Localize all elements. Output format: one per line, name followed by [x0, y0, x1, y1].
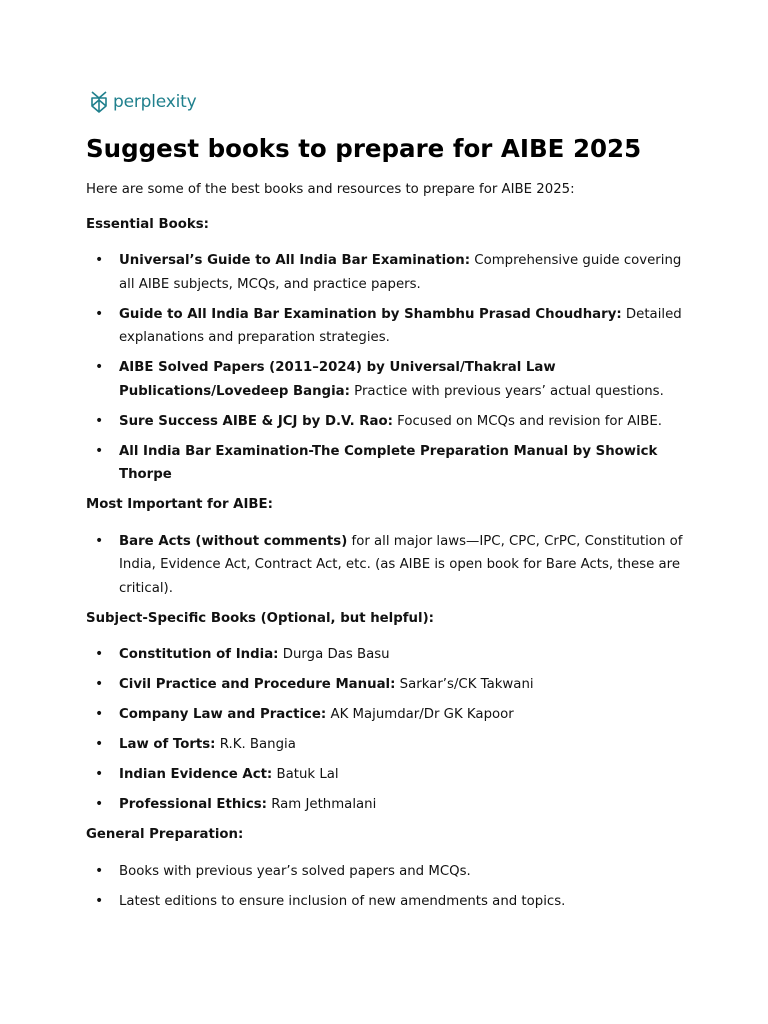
list-item [86, 733, 686, 757]
list-item [86, 860, 686, 884]
item-text: Practice with previous years’ actual questions. [349, 383, 664, 399]
list-item [86, 793, 686, 817]
section-most-important [86, 493, 686, 600]
item-text: Ram Jethmalani [266, 797, 377, 812]
list-item [86, 763, 686, 787]
brand-logo [89, 90, 196, 114]
item-text: Batuk Lal [272, 767, 339, 782]
item-text: Focused on MCQs and revision for AIBE. [392, 413, 663, 429]
section-subject-specific [86, 607, 686, 817]
section-heading: Most Important for AIBE: [86, 497, 273, 512]
item-text: AK Majumdar/Dr GK Kapoor [326, 707, 514, 722]
perplexity-logo-icon [89, 90, 109, 114]
item-text: Comprehensive guide covering all AIBE subjects, MCQs, and practice papers. [119, 253, 682, 292]
list-item [86, 440, 686, 487]
item-title: Guide to All India Bar Examination by Shambhu Prasad Choudhary: [119, 306, 622, 322]
list-item [86, 410, 686, 434]
list-item [86, 249, 686, 296]
item-title: All India Bar Examination-The Complete Preparation Manual by Showick Thorpe [119, 443, 658, 482]
section-general-preparation [86, 823, 686, 913]
item-title: Professional Ethics: [119, 797, 267, 812]
item-title: AIBE Solved Papers (2011–2024) by Universal/Thakral Law Publications/Lovedeep Bangia: [119, 360, 556, 399]
item-text: Durga Das Basu [278, 647, 390, 662]
book-list [86, 530, 686, 601]
section-essential-books [86, 213, 686, 487]
page-title: Suggest books to prepare for AIBE 2025 [86, 134, 642, 163]
list-item [86, 703, 686, 727]
book-list [86, 643, 686, 817]
item-text: Detailed explanations and preparation strategies. [119, 306, 682, 345]
item-text: Books with previous year’s solved papers and MCQs. [119, 863, 471, 879]
list-item [86, 890, 686, 914]
list-item [86, 356, 686, 403]
item-text: for all major laws—IPC, CPC, CrPC, Constitution of India, Evidence Act, Contract Act, etc. (as AIBE is open book for Bare Acts, these are critical). [119, 533, 683, 596]
list-item [86, 530, 686, 601]
item-text: Sarkar’s/CK Takwani [395, 677, 534, 692]
intro-text: Here are some of the best books and resources to prepare for AIBE 2025: [86, 182, 575, 197]
item-title: Indian Evidence Act: [119, 767, 273, 782]
book-list [86, 249, 686, 487]
item-title: Constitution of India: [119, 647, 279, 662]
item-title: Universal’s Guide to All India Bar Examination: [119, 253, 471, 268]
item-title: Sure Success AIBE & JCJ by D.V. Rao: [119, 413, 393, 429]
section-heading: Subject-Specific Books (Optional, but helpful): [86, 610, 434, 626]
list-item [86, 673, 686, 697]
item-title: Civil Practice and Procedure Manual: [119, 677, 396, 692]
section-heading: Essential Books: [86, 216, 209, 232]
document-content [86, 131, 686, 920]
book-list [86, 860, 686, 914]
list-item [86, 303, 686, 350]
item-text: Latest editions to ensure inclusion of new amendments and topics. [119, 893, 566, 909]
item-title: Law of Torts: [119, 737, 216, 752]
section-heading: General Preparation: [86, 827, 244, 842]
list-item [86, 643, 686, 667]
item-title: Company Law and Practice: [119, 707, 327, 722]
item-text: R.K. Bangia [215, 737, 296, 752]
item-title: Bare Acts (without comments) [119, 533, 348, 549]
brand-name: perplexity [113, 92, 197, 112]
